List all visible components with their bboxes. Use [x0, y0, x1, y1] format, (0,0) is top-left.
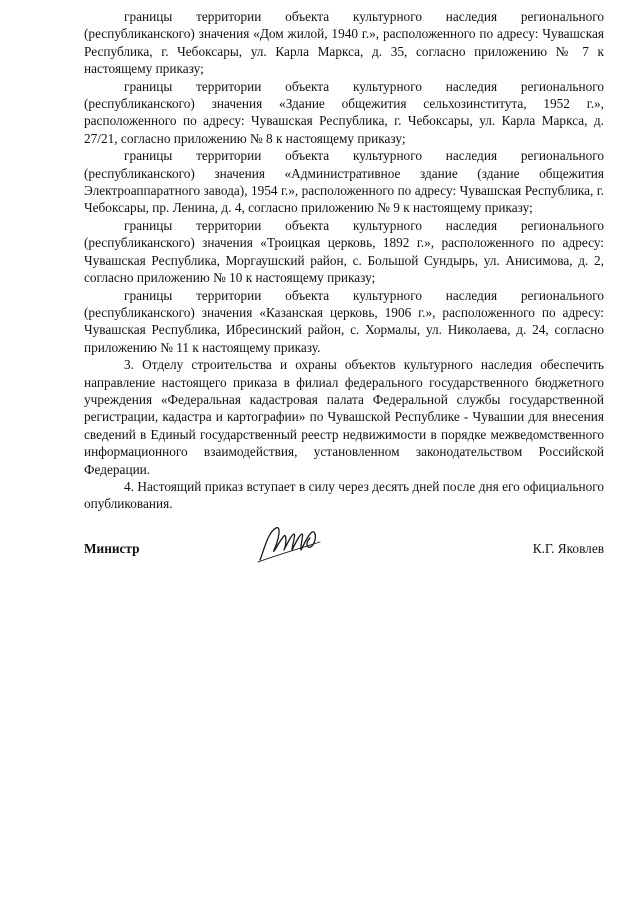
paragraph-boundary-9: границы территории объекта культурного наследия регионального (республиканского) значения «Административное здание (здание общежития Электроаппаратного завода), 1954 г.», расположенного по адресу: Чувашская Республика, г. Чебоксары, пр. Ленина, д. 4, согласно приложению № 9 к настоящему приказу;: [84, 148, 604, 216]
handwritten-signature: [254, 520, 324, 566]
paragraph-boundary-8: границы территории объекта культурного наследия регионального (республиканского) значения «Здание общежития сельхозинститута, 1952 г.», расположенного по адресу: Чувашская Республика, г. Чебоксары, ул. Карла Маркса, д. 27/21, согласно приложению № 8 к настоящему приказу;: [84, 78, 604, 146]
paragraph-item-4: 4. Настоящий приказ вступает в силу через десять дней после дня его официального опубликования.: [84, 478, 604, 512]
signature-block: [84, 540, 604, 564]
signer-position: Министр: [84, 541, 140, 556]
paragraph-boundary-7: границы территории объекта культурного наследия регионального (республиканского) значения «Дом жилой, 1940 г.», расположенного по адресу: Чувашская Республика, г. Чебоксары, ул. Карла Маркса, д. 35, согласно приложению № 7 к настоящему приказу;: [84, 9, 604, 77]
paragraph-item-3: 3. Отделу строительства и охраны объектов культурного наследия обеспечить направление настоящего приказа в филиал федерального государственного бюджетного учреждения «Федеральная кадастровая палата Федеральной службы государственной регистрации, кадастра и картографии» по Чувашской Республике - Чувашии для внесения сведений в Единый государственный реестр недвижимости в порядке межведомственного информационного взаимодействия, установленном законодательством Российской Федерации.: [84, 357, 604, 477]
document-body: [84, 8, 604, 513]
paragraph-boundary-10: границы территории объекта культурного наследия регионального (республиканского) значения «Троицкая церковь, 1892 г.», расположенного по адресу: Чувашская Республика, Моргаушский район, с. Большой Сундырь, ул. Анисимова, д. 2, согласно приложению № 10 к настоящему приказу;: [84, 217, 604, 286]
paragraph-boundary-11: границы территории объекта культурного наследия регионального (республиканского) значения «Казанская церковь, 1906 г.», расположенного по адресу: Чувашская Республика, Ибресинский район, с. Хормалы, ул. Николаева, д. 24, согласно приложению № 11 к настоящему приказу.: [84, 287, 604, 355]
signer-name: К.Г. Яковлев: [532, 541, 604, 556]
